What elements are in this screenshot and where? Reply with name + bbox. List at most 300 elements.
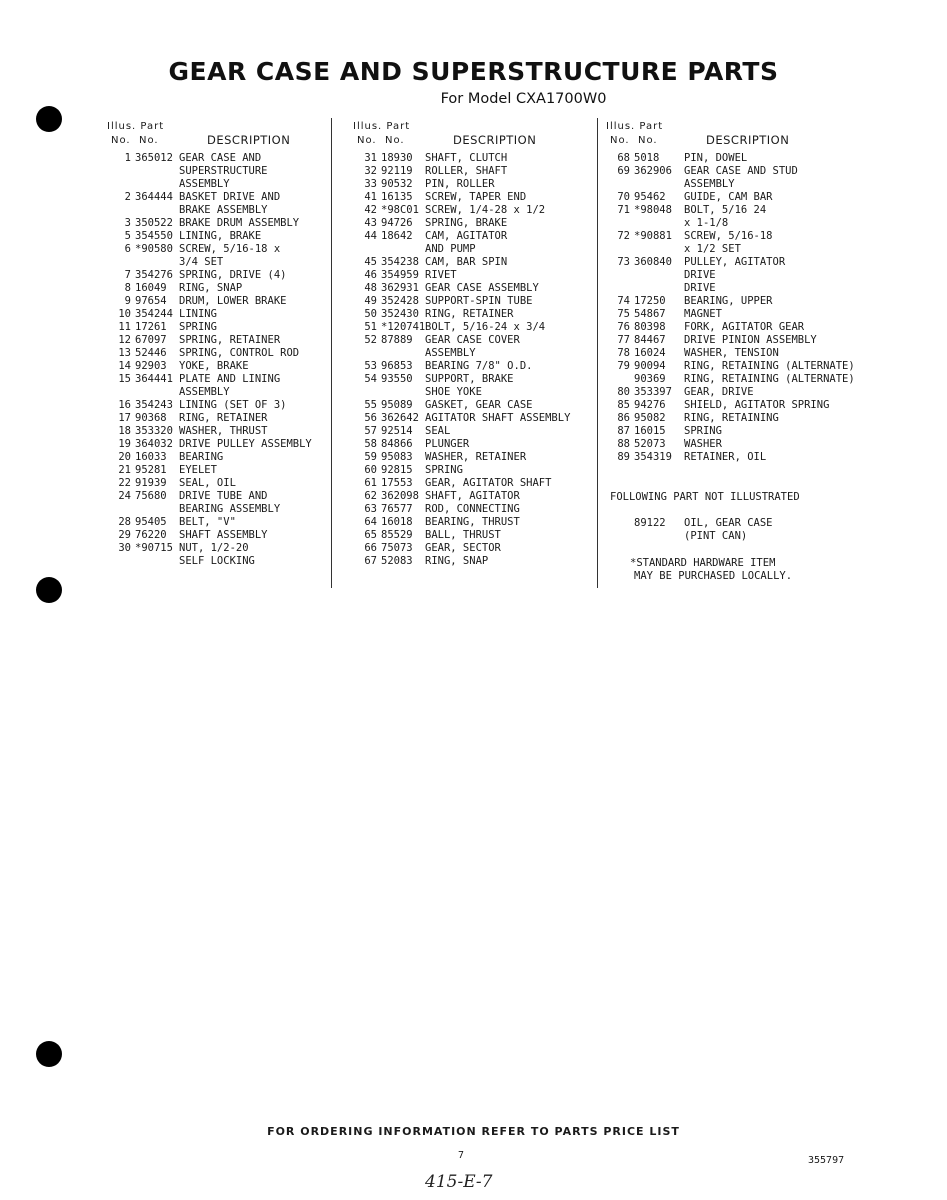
punch-hole-middle	[36, 577, 62, 603]
part-number: 16135	[381, 191, 413, 203]
parts-row	[107, 217, 377, 230]
parts-row	[107, 230, 377, 243]
part-description: PIN, ROLLER	[425, 178, 495, 190]
parts-row	[353, 230, 623, 243]
illus-number: 44	[364, 230, 377, 242]
illus-number: 53	[364, 360, 377, 372]
part-number: 97654	[135, 295, 167, 307]
part-number: 350522	[135, 217, 173, 229]
parts-row	[353, 516, 623, 529]
illus-number: 80	[617, 386, 630, 398]
illus-number: 48	[364, 282, 377, 294]
illus-part-label: Illus. Part	[107, 121, 165, 132]
parts-row	[107, 295, 377, 308]
part-description: FORK, AGITATOR GEAR	[684, 321, 805, 333]
standard-hardware-note: *STANDARD HARDWARE ITEM	[630, 557, 776, 569]
part-description: DRIVE PULLEY ASSEMBLY	[179, 438, 312, 450]
parts-row	[353, 178, 623, 191]
part-number: 52073	[634, 438, 666, 450]
part-description: GUIDE, CAM BAR	[684, 191, 773, 203]
part-description: SCREW, 1/4-28 x 1/2	[425, 204, 546, 216]
no-no-label: No. No.	[357, 135, 405, 146]
part-description: ASSEMBLY	[425, 347, 476, 359]
part-description: GEAR, AGITATOR SHAFT	[425, 477, 552, 489]
part-number: 92119	[381, 165, 413, 177]
illus-number: 86	[617, 412, 630, 424]
parts-row	[353, 217, 623, 230]
parts-row	[606, 152, 876, 165]
part-number: 95083	[381, 451, 413, 463]
illus-number: 50	[364, 308, 377, 320]
part-description: AGITATOR SHAFT ASSEMBLY	[425, 412, 571, 424]
part-description: AND PUMP	[425, 243, 476, 255]
parts-row	[107, 191, 377, 204]
part-description: WASHER	[684, 438, 722, 450]
part-description: YOKE, BRAKE	[179, 360, 249, 372]
part-number: 95082	[634, 412, 666, 424]
parts-row	[353, 308, 623, 321]
part-description: EYELET	[179, 464, 217, 476]
part-number: 362906	[634, 165, 672, 177]
part-number: 92514	[381, 425, 413, 437]
part-number: 75680	[135, 490, 167, 502]
part-description: SHAFT ASSEMBLY	[179, 529, 268, 541]
parts-row	[606, 321, 876, 334]
part-number: 18642	[381, 230, 413, 242]
part-description: SHAFT, CLUTCH	[425, 152, 508, 164]
part-number: 76220	[135, 529, 167, 541]
part-description: BOLT, 5/16-24 x 3/4	[425, 321, 546, 333]
part-description: GEAR, DRIVE	[684, 386, 754, 398]
part-number: 95405	[135, 516, 167, 528]
part-description: NUT, 1/2-20	[179, 542, 249, 554]
part-number: *90881	[634, 230, 672, 242]
part-description: RING, SNAP	[425, 555, 489, 567]
parts-row	[107, 490, 377, 503]
illus-number: 12	[118, 334, 131, 346]
purchase-locally-note: MAY BE PURCHASED LOCALLY.	[634, 570, 793, 582]
not-illustrated-description-2: (PINT CAN)	[684, 530, 748, 542]
column-header	[606, 116, 876, 152]
part-description: SHIELD, AGITATOR SPRING	[684, 399, 830, 411]
part-number: 17250	[634, 295, 666, 307]
model-subtitle: For Model CXA1700W0	[440, 91, 607, 107]
illus-number: 9	[124, 295, 131, 307]
part-description: x 1/2 SET	[684, 243, 741, 255]
illus-number: 54	[364, 373, 377, 385]
part-description: ROLLER, SHAFT	[425, 165, 508, 177]
parts-row	[107, 360, 377, 373]
illus-number: 1	[124, 152, 131, 164]
illus-number: 76	[617, 321, 630, 333]
part-number: 5018	[634, 152, 660, 164]
parts-row	[107, 321, 377, 334]
part-description: RING, RETAINING	[684, 412, 779, 424]
part-number: 362931	[381, 282, 419, 294]
ordering-info-footer: FOR ORDERING INFORMATION REFER TO PARTS PRICE LIST	[267, 1125, 680, 1138]
part-description: RING, RETAINER	[179, 412, 268, 424]
parts-row	[353, 399, 623, 412]
part-number: 362098	[381, 490, 419, 502]
illus-number: 57	[364, 425, 377, 437]
part-description: ASSEMBLY	[179, 386, 230, 398]
parts-row	[606, 451, 876, 464]
illus-part-label: Illus. Part	[606, 121, 664, 132]
part-description: BELT, "V"	[179, 516, 236, 528]
part-number: 360840	[634, 256, 672, 268]
part-description: BEARING 7/8" O.D.	[425, 360, 533, 372]
part-number: 90532	[381, 178, 413, 190]
part-number: *98048	[634, 204, 672, 216]
parts-row	[107, 334, 377, 347]
part-number: 54867	[634, 308, 666, 320]
part-number: 52083	[381, 555, 413, 567]
illus-number: 68	[617, 152, 630, 164]
illus-number: 46	[364, 269, 377, 281]
no-no-label: No. No.	[111, 135, 159, 146]
illus-number: 21	[118, 464, 131, 476]
illus-number: 60	[364, 464, 377, 476]
parts-row	[353, 503, 623, 516]
parts-row	[107, 399, 377, 412]
illus-number: 19	[118, 438, 131, 450]
parts-row	[353, 165, 623, 178]
part-description: SPRING	[179, 321, 217, 333]
illus-number: 15	[118, 373, 131, 385]
part-description: RING, RETAINING (ALTERNATE)	[684, 360, 855, 372]
description-label: DESCRIPTION	[207, 133, 291, 147]
part-number: 84866	[381, 438, 413, 450]
part-description: SEAL, OIL	[179, 477, 236, 489]
part-number: 365012	[135, 152, 173, 164]
part-number: 95462	[634, 191, 666, 203]
part-number: 16024	[634, 347, 666, 359]
illus-number: 20	[118, 451, 131, 463]
part-number: 354319	[634, 451, 672, 463]
parts-row	[606, 269, 876, 282]
parts-row	[606, 282, 876, 295]
illus-number: 13	[118, 347, 131, 359]
part-number: 95089	[381, 399, 413, 411]
parts-row	[606, 256, 876, 269]
part-number: 17553	[381, 477, 413, 489]
illus-number: 89	[617, 451, 630, 463]
part-description: BEARING, THRUST	[425, 516, 520, 528]
part-number: 92903	[135, 360, 167, 372]
part-number: 91939	[135, 477, 167, 489]
parts-row	[606, 438, 876, 451]
part-number: 67097	[135, 334, 167, 346]
part-number: 352430	[381, 308, 419, 320]
part-description: PIN, DOWEL	[684, 152, 748, 164]
part-number: 93550	[381, 373, 413, 385]
parts-row	[606, 347, 876, 360]
not-illustrated-heading: FOLLOWING PART NOT ILLUSTRATED	[610, 491, 800, 503]
document-number: 355797	[808, 1155, 845, 1166]
parts-row	[107, 503, 377, 516]
illus-number: 63	[364, 503, 377, 515]
part-description: SEAL	[425, 425, 451, 437]
parts-row	[606, 230, 876, 243]
part-number: 353397	[634, 386, 672, 398]
illus-number: 61	[364, 477, 377, 489]
illus-number: 75	[617, 308, 630, 320]
illus-number: 65	[364, 529, 377, 541]
part-number: 90094	[634, 360, 666, 372]
no-no-label: No. No.	[610, 135, 658, 146]
part-description: SUPERSTRUCTURE	[179, 165, 268, 177]
part-description: SPRING, BRAKE	[425, 217, 508, 229]
parts-row	[606, 425, 876, 438]
part-number: 75073	[381, 542, 413, 554]
parts-row	[353, 360, 623, 373]
page-title: GEAR CASE AND SUPERSTRUCTURE PARTS	[168, 57, 779, 86]
part-description: CAM, BAR SPIN	[425, 256, 508, 268]
illus-number: 73	[617, 256, 630, 268]
part-number: 16015	[634, 425, 666, 437]
parts-row	[107, 373, 377, 386]
part-number: *90580	[135, 243, 173, 255]
parts-row	[107, 412, 377, 425]
part-description: GEAR CASE AND	[179, 152, 262, 164]
part-description: WASHER, RETAINER	[425, 451, 527, 463]
part-description: DRIVE PINION ASSEMBLY	[684, 334, 817, 346]
part-number: 364032	[135, 438, 173, 450]
illus-number: 17	[118, 412, 131, 424]
part-description: DRIVE TUBE AND	[179, 490, 268, 502]
part-number: 354550	[135, 230, 173, 242]
part-number: 354959	[381, 269, 419, 281]
parts-row	[353, 529, 623, 542]
part-description: ASSEMBLY	[684, 178, 735, 190]
part-description: LINING (SET OF 3)	[179, 399, 287, 411]
part-number: 16018	[381, 516, 413, 528]
part-number: *90715	[135, 542, 173, 554]
parts-row	[107, 516, 377, 529]
part-number: 94726	[381, 217, 413, 229]
description-label: DESCRIPTION	[706, 133, 790, 147]
part-number: 354238	[381, 256, 419, 268]
part-description: GEAR, SECTOR	[425, 542, 501, 554]
part-number: 52446	[135, 347, 167, 359]
illus-number: 24	[118, 490, 131, 502]
part-number: 18930	[381, 152, 413, 164]
part-number: 16049	[135, 282, 167, 294]
illus-number: 32	[364, 165, 377, 177]
column-header	[353, 116, 623, 152]
parts-row	[606, 399, 876, 412]
illus-number: 62	[364, 490, 377, 502]
illus-number: 51	[364, 321, 377, 333]
parts-row	[353, 386, 623, 399]
description-label: DESCRIPTION	[453, 133, 537, 147]
parts-row	[107, 243, 377, 256]
part-number: 94276	[634, 399, 666, 411]
part-description: MAGNET	[684, 308, 722, 320]
part-number: *98C01	[381, 204, 419, 216]
not-illustrated-description: OIL, GEAR CASE	[684, 517, 773, 529]
parts-row	[353, 425, 623, 438]
illus-number: 52	[364, 334, 377, 346]
parts-row	[606, 165, 876, 178]
part-number: *120741	[381, 321, 426, 333]
parts-row	[606, 178, 876, 191]
parts-row	[606, 308, 876, 321]
part-description: SCREW, 5/16-18	[684, 230, 773, 242]
illus-number: 16	[118, 399, 131, 411]
part-number: 95281	[135, 464, 167, 476]
illus-number: 33	[364, 178, 377, 190]
parts-row	[107, 529, 377, 542]
part-number: 354276	[135, 269, 173, 281]
illus-number: 70	[617, 191, 630, 203]
part-number: 364444	[135, 191, 173, 203]
parts-row	[107, 152, 377, 165]
part-description: SCREW, TAPER END	[425, 191, 527, 203]
part-number: 96853	[381, 360, 413, 372]
part-description: BEARING ASSEMBLY	[179, 503, 281, 515]
parts-row	[107, 256, 377, 269]
part-number: 76577	[381, 503, 413, 515]
part-description: ROD, CONNECTING	[425, 503, 520, 515]
parts-row	[107, 204, 377, 217]
illus-number: 64	[364, 516, 377, 528]
parts-row	[107, 269, 377, 282]
illus-number: 49	[364, 295, 377, 307]
parts-row	[107, 178, 377, 191]
part-number: 364441	[135, 373, 173, 385]
illus-number: 30	[118, 542, 131, 554]
parts-column-3	[606, 116, 876, 464]
part-description: SUPPORT, BRAKE	[425, 373, 514, 385]
parts-row	[606, 360, 876, 373]
part-number: 17261	[135, 321, 167, 333]
parts-column-2	[353, 116, 623, 568]
part-number: 16033	[135, 451, 167, 463]
parts-row	[353, 269, 623, 282]
part-number: 87889	[381, 334, 413, 346]
parts-row	[353, 477, 623, 490]
parts-row	[353, 152, 623, 165]
part-description: SPRING	[684, 425, 722, 437]
parts-row	[353, 256, 623, 269]
page-number: 7	[458, 1150, 465, 1161]
parts-row	[606, 386, 876, 399]
illus-number: 11	[118, 321, 131, 333]
illus-number: 77	[617, 334, 630, 346]
parts-row	[107, 438, 377, 451]
illus-number: 45	[364, 256, 377, 268]
illus-number: 85	[617, 399, 630, 411]
parts-row	[107, 451, 377, 464]
part-description: SHOE YOKE	[425, 386, 482, 398]
parts-row	[353, 438, 623, 451]
parts-row	[353, 282, 623, 295]
illus-number: 71	[617, 204, 630, 216]
illus-number: 69	[617, 165, 630, 177]
illus-number: 66	[364, 542, 377, 554]
part-description: GASKET, GEAR CASE	[425, 399, 533, 411]
part-description: RIVET	[425, 269, 457, 281]
parts-row	[107, 308, 377, 321]
part-description: RETAINER, OIL	[684, 451, 767, 463]
part-description: PULLEY, AGITATOR	[684, 256, 786, 268]
part-description: BEARING	[179, 451, 224, 463]
illus-number: 59	[364, 451, 377, 463]
part-number: 90368	[135, 412, 167, 424]
illus-number: 5	[124, 230, 131, 242]
part-description: SPRING, DRIVE (4)	[179, 269, 287, 281]
parts-row	[107, 464, 377, 477]
illus-number: 22	[118, 477, 131, 489]
part-description: WASHER, TENSION	[684, 347, 779, 359]
illus-number: 14	[118, 360, 131, 372]
parts-row	[353, 412, 623, 425]
parts-row	[353, 490, 623, 503]
parts-row	[606, 243, 876, 256]
part-description: RING, RETAINER	[425, 308, 514, 320]
part-description: BRAKE DRUM ASSEMBLY	[179, 217, 300, 229]
parts-row	[606, 295, 876, 308]
part-description: ASSEMBLY	[179, 178, 230, 190]
illus-number: 18	[118, 425, 131, 437]
not-illustrated-part-number: 89122	[634, 517, 666, 529]
parts-row	[107, 165, 377, 178]
part-description: LINING, BRAKE	[179, 230, 262, 242]
parts-row	[353, 555, 623, 568]
part-description: GEAR CASE COVER	[425, 334, 520, 346]
part-number: 85529	[381, 529, 413, 541]
parts-row	[353, 334, 623, 347]
parts-row	[353, 347, 623, 360]
part-description: LINING	[179, 308, 217, 320]
parts-row	[107, 555, 377, 568]
parts-row	[353, 542, 623, 555]
handwritten-note: 415-E-7	[425, 1172, 493, 1192]
parts-row	[107, 542, 377, 555]
column-header	[107, 116, 377, 152]
illus-number: 41	[364, 191, 377, 203]
illus-number: 43	[364, 217, 377, 229]
part-description: RING, SNAP	[179, 282, 243, 294]
part-description: GEAR CASE ASSEMBLY	[425, 282, 539, 294]
part-description: WASHER, THRUST	[179, 425, 268, 437]
part-description: BRAKE ASSEMBLY	[179, 204, 268, 216]
part-description: SPRING, RETAINER	[179, 334, 281, 346]
illus-number: 8	[124, 282, 131, 294]
part-number: 90369	[634, 373, 666, 385]
part-description: BEARING, UPPER	[684, 295, 773, 307]
illus-number: 87	[617, 425, 630, 437]
illus-number: 55	[364, 399, 377, 411]
parts-row	[606, 217, 876, 230]
parts-row	[107, 347, 377, 360]
part-number: 92815	[381, 464, 413, 476]
parts-row	[353, 373, 623, 386]
illus-number: 31	[364, 152, 377, 164]
part-description: DRIVE	[684, 269, 716, 281]
part-description: SUPPORT-SPIN TUBE	[425, 295, 533, 307]
parts-row	[353, 464, 623, 477]
parts-row	[606, 191, 876, 204]
illus-number: 67	[364, 555, 377, 567]
illus-number: 79	[617, 360, 630, 372]
parts-row	[107, 425, 377, 438]
punch-hole-bottom	[36, 1041, 62, 1067]
parts-row	[107, 386, 377, 399]
part-number: 362642	[381, 412, 419, 424]
part-description: PLUNGER	[425, 438, 470, 450]
